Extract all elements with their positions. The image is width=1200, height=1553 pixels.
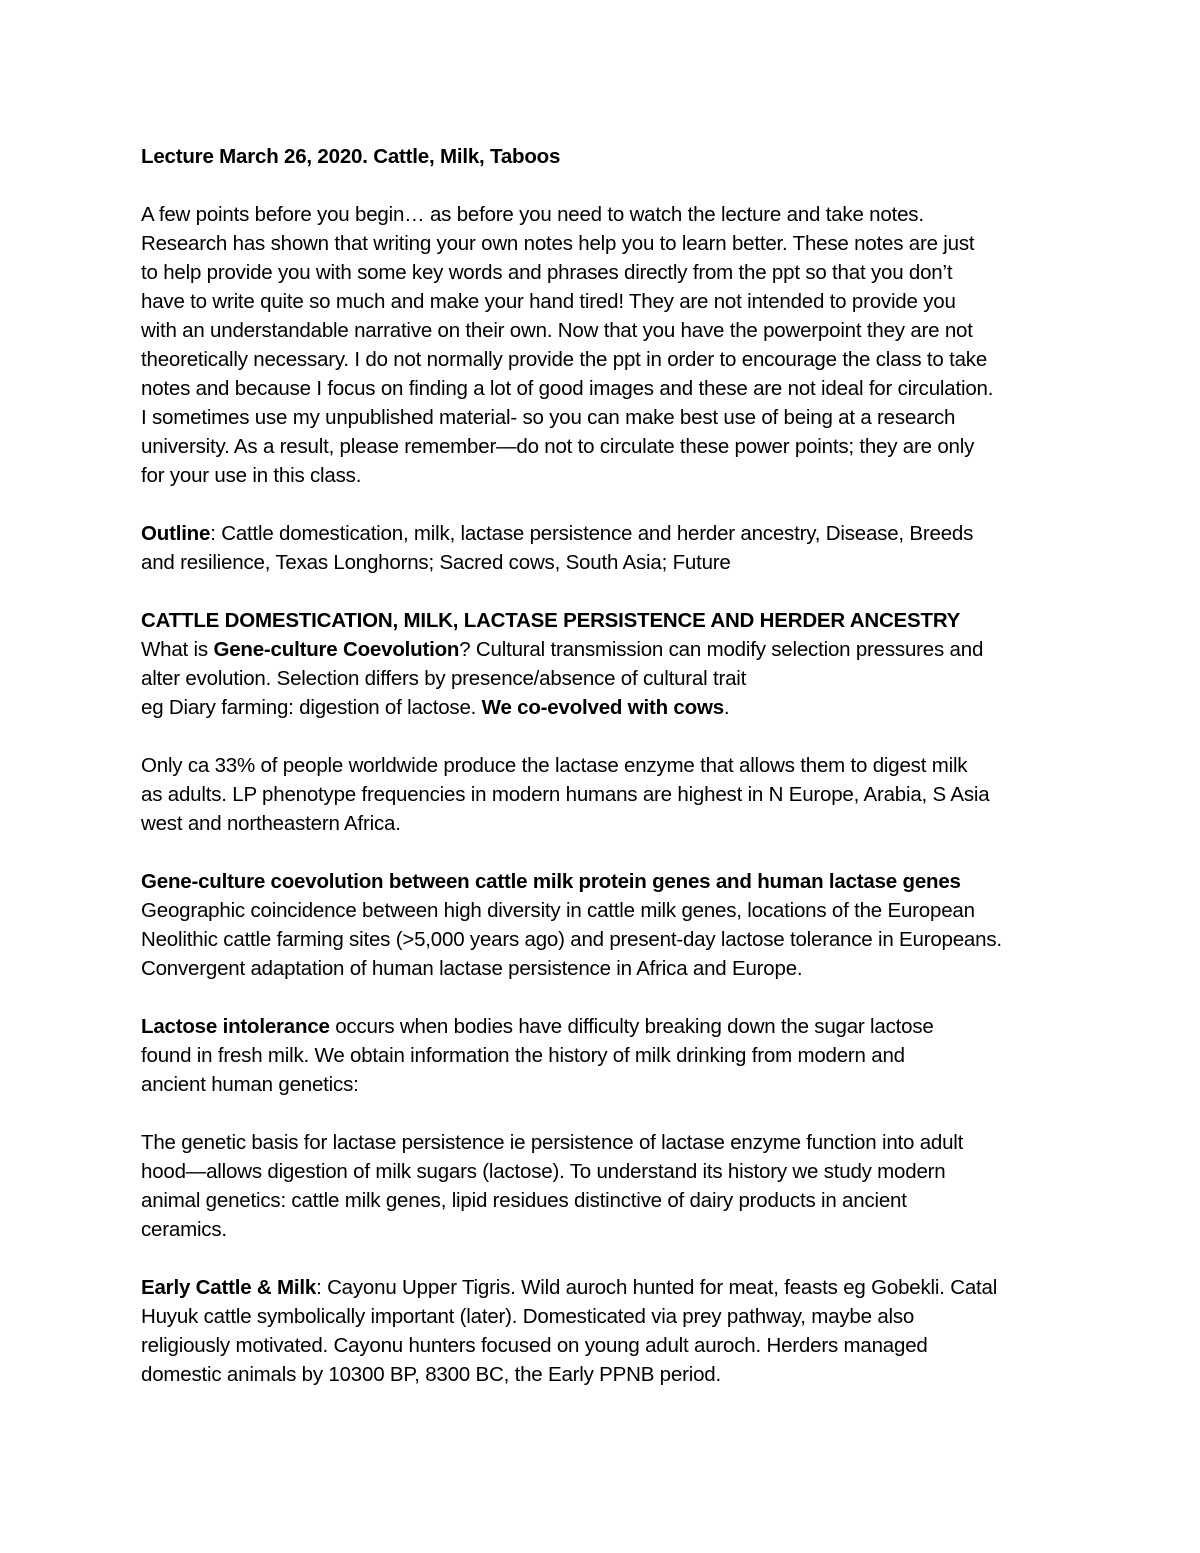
paragraph-line: Only ca 33% of people worldwide produce the lactase enzyme that allows them to digest milk — [141, 754, 968, 777]
section-line: Convergent adaptation of human lactase persistence in Africa and Europe. — [141, 957, 803, 980]
intro-line: for your use in this class. — [141, 464, 362, 487]
outline-line — [141, 519, 1071, 548]
text-run: : Cayonu Upper Tigris. Wild auroch hunted for meat, feasts eg Gobekli. Catal — [316, 1276, 998, 1299]
spacer — [141, 577, 1071, 606]
outline-paragraph — [141, 519, 1071, 577]
spacer — [141, 983, 1071, 1012]
section-lactose-intolerance — [141, 1012, 1071, 1099]
section-line: Neolithic cattle farming sites (>5,000 years ago) and present-day lactose tolerance in Europeans. — [141, 928, 1002, 951]
intro-line: I sometimes use my unpublished material- so you can make best use of being at a research — [141, 406, 956, 429]
section-cattle-domestication — [141, 606, 1071, 722]
bold-term: Early Cattle & Milk — [141, 1276, 317, 1299]
spacer — [141, 722, 1071, 751]
paragraph-line: The genetic basis for lactase persistence ie persistence of lactase enzyme function into adult — [141, 1131, 964, 1154]
spacer — [141, 1099, 1071, 1128]
text-run: occurs when bodies have difficulty breaking down the sugar lactose — [329, 1015, 934, 1038]
paragraph-line: hood—allows digestion of milk sugars (lactose). To understand its history we study modern — [141, 1160, 946, 1183]
bold-term: We co-evolved with cows — [481, 696, 724, 719]
intro-line: Research has shown that writing your own notes help you to learn better. These notes are just — [141, 232, 975, 255]
paragraph-line: ceramics. — [141, 1218, 227, 1241]
section-line: Geographic coincidence between high diversity in cattle milk genes, locations of the European — [141, 899, 975, 922]
intro-line: A few points before you begin… as before you need to watch the lecture and take notes. — [141, 203, 924, 226]
spacer — [141, 171, 1071, 200]
intro-line: notes and because I focus on finding a lot of good images and these are not ideal for circulation. — [141, 377, 994, 400]
bold-term: Lactose intolerance — [141, 1015, 330, 1038]
document-title: Lecture March 26, 2020. Cattle, Milk, Taboos — [141, 145, 561, 168]
spacer — [141, 1244, 1071, 1273]
intro-paragraph — [141, 200, 1071, 490]
text-run: . — [723, 696, 730, 719]
section-line: Huyuk cattle symbolically important (later). Domesticated via prey pathway, maybe also — [141, 1305, 915, 1328]
section-line — [141, 1273, 1071, 1302]
bold-term: Gene-culture Coevolution — [213, 638, 460, 661]
paragraph-line: animal genetics: cattle milk genes, lipid residues distinctive of dairy products in ancient — [141, 1189, 907, 1212]
lactase-paragraph — [141, 751, 1071, 838]
section-line — [141, 693, 1071, 722]
intro-line: with an understandable narrative on their own. Now that you have the powerpoint they are not — [141, 319, 973, 342]
spacer — [141, 490, 1071, 519]
section-line: found in fresh milk. We obtain information the history of milk drinking from modern and — [141, 1044, 905, 1067]
document-page — [141, 142, 1071, 1389]
text-run: What is — [141, 638, 214, 661]
intro-line: university. As a result, please remember—do not to circulate these power points; they are only — [141, 435, 975, 458]
section-heading: CATTLE DOMESTICATION, MILK, LACTASE PERSISTENCE AND HERDER ANCESTRY — [141, 609, 961, 632]
outline-line: and resilience, Texas Longhorns; Sacred cows, South Asia; Future — [141, 551, 731, 574]
text-run: eg Diary farming: digestion of lactose. — [141, 696, 482, 719]
spacer — [141, 838, 1071, 867]
section-line: domestic animals by 10300 BP, 8300 BC, the Early PPNB period. — [141, 1363, 721, 1386]
intro-line: theoretically necessary. I do not normally provide the ppt in order to encourage the class to take — [141, 348, 988, 371]
paragraph-line: as adults. LP phenotype frequencies in modern humans are highest in N Europe, Arabia, S Asia — [141, 783, 990, 806]
outline-label: Outline — [141, 522, 211, 545]
section-early-cattle-milk — [141, 1273, 1071, 1389]
intro-line: have to write quite so much and make your hand tired! They are not intended to provide you — [141, 290, 956, 313]
section-line — [141, 635, 1071, 664]
intro-line: to help provide you with some key words and phrases directly from the ppt so that you don’t — [141, 261, 953, 284]
section-gene-culture — [141, 867, 1071, 983]
section-line: ancient human genetics: — [141, 1073, 359, 1096]
genetic-basis-paragraph — [141, 1128, 1071, 1244]
section-heading: Gene-culture coevolution between cattle milk protein genes and human lactase genes — [141, 870, 961, 893]
outline-text: : Cattle domestication, milk, lactase persistence and herder ancestry, Disease, Breeds — [210, 522, 974, 545]
section-line: alter evolution. Selection differs by presence/absence of cultural trait — [141, 667, 747, 690]
section-line: religiously motivated. Cayonu hunters focused on young adult auroch. Herders managed — [141, 1334, 928, 1357]
section-line — [141, 1012, 1071, 1041]
text-run: ? Cultural transmission can modify selection pressures and — [459, 638, 984, 661]
paragraph-line: west and northeastern Africa. — [141, 812, 401, 835]
